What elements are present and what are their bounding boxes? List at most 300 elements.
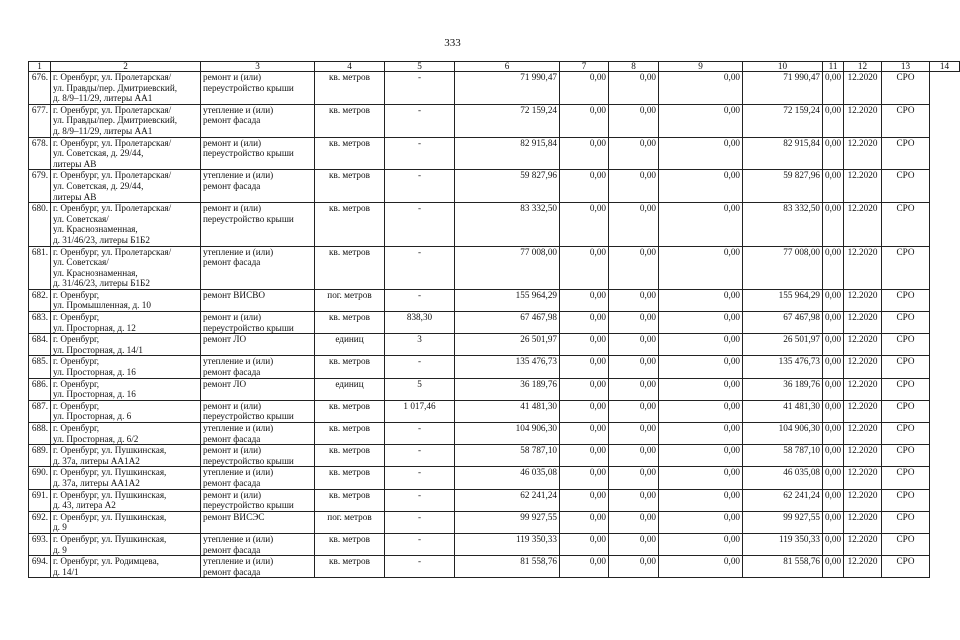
fund-cost-cell: 59 827,96 (743, 170, 823, 203)
cost-col8-cell: 0,00 (560, 556, 609, 578)
quantity-cell: 838,30 (385, 312, 455, 334)
table-row (29, 104, 960, 137)
row-number: 678. (29, 137, 51, 170)
work-type-cell (201, 289, 315, 311)
customer-cell: СРО (882, 533, 930, 555)
total-cost-cell: 119 350,33 (455, 533, 560, 555)
deadline-cell: 12.2020 (844, 467, 882, 489)
cost-col10-cell: 0,00 (659, 445, 743, 467)
customer-cell: СРО (882, 312, 930, 334)
cost-col8-cell: 0,00 (560, 378, 609, 400)
total-cost-cell: 135 476,73 (455, 356, 560, 378)
cost-col8-cell: 0,00 (560, 400, 609, 422)
work-type-cell-line: утепление и (или) (203, 467, 274, 478)
deadline-cell: 12.2020 (844, 170, 882, 203)
quantity-cell: - (385, 489, 455, 511)
work-type-cell-line: ремонт и (или) (203, 137, 262, 148)
col12-cell: 0,00 (823, 246, 844, 289)
work-type-cell-line: ремонт фасада (203, 477, 261, 488)
address-cell-line: д. 8/9–11/29, литеры АА1 (53, 125, 153, 136)
cost-col8-cell: 0,00 (560, 445, 609, 467)
unit-cell: кв. метров (315, 556, 385, 578)
col-header: 9 (659, 62, 743, 72)
address-cell-line: ул. Просторная, д. 12 (53, 322, 136, 333)
total-cost-cell: 81 558,76 (455, 556, 560, 578)
work-type-cell-line: переустройство крыши (203, 411, 294, 422)
col-header: 12 (844, 62, 882, 72)
address-cell-line: г. Оренбург, (53, 400, 100, 411)
page-number: 333 (444, 37, 461, 49)
address-cell-line: г. Оренбург, (53, 289, 100, 300)
total-cost-cell: 58 787,10 (455, 445, 560, 467)
customer-cell: СРО (882, 400, 930, 422)
quantity-cell: - (385, 104, 455, 137)
total-cost-cell: 104 906,30 (455, 423, 560, 445)
cost-col10-cell: 0,00 (659, 556, 743, 578)
col12-cell: 0,00 (823, 356, 844, 378)
work-type-cell-line: ремонт и (или) (203, 312, 262, 323)
fund-cost-cell: 81 558,76 (743, 556, 823, 578)
fund-cost-cell: 104 906,30 (743, 423, 823, 445)
address-cell-line: д. 8/9–11/29, литеры АА1 (53, 93, 153, 104)
deadline-cell: 12.2020 (844, 356, 882, 378)
unit-cell: пог. метров (315, 511, 385, 533)
work-type-cell-line: ремонт фасада (203, 566, 261, 577)
customer-cell: СРО (882, 246, 930, 289)
total-cost-cell: 99 927,55 (455, 511, 560, 533)
cost-col10-cell: 0,00 (659, 400, 743, 422)
cost-col9-cell: 0,00 (609, 400, 659, 422)
work-type-cell (201, 489, 315, 511)
deadline-cell: 12.2020 (844, 533, 882, 555)
col-header: 11 (823, 62, 844, 72)
address-cell-line: ул. Промышленная, д. 10 (53, 300, 151, 311)
table-row (29, 334, 960, 356)
work-type-cell-line: ремонт фасада (203, 367, 261, 378)
address-cell (51, 467, 201, 489)
fund-cost-cell: 72 159,24 (743, 104, 823, 137)
work-type-cell-line: ремонт и (или) (203, 489, 262, 500)
work-type-cell (201, 511, 315, 533)
fund-cost-cell: 119 350,33 (743, 533, 823, 555)
deadline-cell: 12.2020 (844, 423, 882, 445)
col12-cell: 0,00 (823, 423, 844, 445)
col12-cell: 0,00 (823, 334, 844, 356)
deadline-cell: 12.2020 (844, 289, 882, 311)
quantity-cell: - (385, 289, 455, 311)
work-type-cell (201, 356, 315, 378)
cost-col9-cell: 0,00 (609, 489, 659, 511)
work-type-cell-line: ремонт фасада (203, 257, 261, 268)
cost-col10-cell: 0,00 (659, 356, 743, 378)
row-number: 685. (29, 356, 51, 378)
table-row (29, 203, 960, 246)
col-header: 7 (560, 62, 609, 72)
quantity-cell: - (385, 423, 455, 445)
work-type-cell-line: утепление и (или) (203, 246, 274, 257)
address-cell-line: г. Оренбург, ул. Пушкинская, (53, 445, 167, 456)
deadline-cell: 12.2020 (844, 312, 882, 334)
work-type-cell-line: ремонт ВИСЭС (203, 511, 265, 522)
address-cell-line: г. Оренбург, ул. Пролетарская/ (53, 104, 172, 115)
row-number: 681. (29, 246, 51, 289)
work-type-cell (201, 400, 315, 422)
work-type-cell-line: ремонт фасада (203, 433, 261, 444)
deadline-cell: 12.2020 (844, 511, 882, 533)
address-cell-line: г. Оренбург, (53, 356, 100, 367)
address-cell-line: д. 14/1 (53, 566, 79, 577)
work-type-cell (201, 334, 315, 356)
cost-col10-cell: 0,00 (659, 378, 743, 400)
customer-cell: СРО (882, 72, 930, 105)
cost-col8-cell: 0,00 (560, 533, 609, 555)
address-cell (51, 378, 201, 400)
cost-col8-cell: 0,00 (560, 170, 609, 203)
quantity-cell: - (385, 511, 455, 533)
address-cell-line: ул. Советская/ (53, 213, 109, 224)
row-number: 677. (29, 104, 51, 137)
address-cell (51, 489, 201, 511)
work-type-cell-line: ремонт и (или) (203, 203, 262, 214)
row-number: 683. (29, 312, 51, 334)
table-row (29, 246, 960, 289)
address-cell-line: ул. Просторная, д. 16 (53, 389, 136, 400)
table-row (29, 312, 960, 334)
repair-program-table (28, 61, 960, 578)
fund-cost-cell: 67 467,98 (743, 312, 823, 334)
cost-col9-cell: 0,00 (609, 104, 659, 137)
quantity-cell: - (385, 556, 455, 578)
address-cell-line: г. Оренбург, ул. Пушкинская, (53, 489, 167, 500)
address-cell-line: г. Оренбург, ул. Пролетарская/ (53, 137, 172, 148)
cost-col8-cell: 0,00 (560, 203, 609, 246)
col12-cell: 0,00 (823, 467, 844, 489)
customer-cell: СРО (882, 378, 930, 400)
address-cell-line: г. Оренбург, ул. Пролетарская/ (53, 72, 172, 82)
unit-cell: кв. метров (315, 72, 385, 105)
col12-cell: 0,00 (823, 533, 844, 555)
table-row (29, 423, 960, 445)
cost-col10-cell: 0,00 (659, 289, 743, 311)
fund-cost-cell: 77 008,00 (743, 246, 823, 289)
cost-col9-cell: 0,00 (609, 312, 659, 334)
unit-cell: кв. метров (315, 170, 385, 203)
customer-cell: СРО (882, 423, 930, 445)
cost-col10-cell: 0,00 (659, 511, 743, 533)
address-cell (51, 246, 201, 289)
cost-col8-cell: 0,00 (560, 334, 609, 356)
row-number: 689. (29, 445, 51, 467)
unit-cell: кв. метров (315, 400, 385, 422)
quantity-cell: - (385, 445, 455, 467)
table-row (29, 467, 960, 489)
col-header: 10 (743, 62, 823, 72)
address-cell (51, 104, 201, 137)
address-cell-line: ул. Правды/пер. Дмитриевский, (53, 115, 178, 126)
row-number: 693. (29, 533, 51, 555)
work-type-cell-line: ремонт и (или) (203, 400, 262, 411)
quantity-cell: 3 (385, 334, 455, 356)
work-type-cell-line: ремонт и (или) (203, 445, 262, 456)
table-row (29, 445, 960, 467)
quantity-cell: - (385, 170, 455, 203)
work-type-cell-line: ремонт ЛО (203, 378, 247, 389)
work-type-cell-line: ремонт ВИСВО (203, 289, 265, 300)
cost-col10-cell: 0,00 (659, 334, 743, 356)
work-type-cell (201, 556, 315, 578)
cost-col8-cell: 0,00 (560, 511, 609, 533)
col12-cell: 0,00 (823, 312, 844, 334)
deadline-cell: 12.2020 (844, 203, 882, 246)
address-cell-line: литеры АВ (53, 191, 97, 202)
col-header: 3 (201, 62, 315, 72)
unit-cell: кв. метров (315, 533, 385, 555)
work-type-cell-line: утепление и (или) (203, 533, 274, 544)
cost-col9-cell: 0,00 (609, 467, 659, 489)
cost-col10-cell: 0,00 (659, 489, 743, 511)
quantity-cell: 5 (385, 378, 455, 400)
cost-col9-cell: 0,00 (609, 289, 659, 311)
work-type-cell-line: переустройство крыши (203, 82, 294, 93)
cost-col8-cell: 0,00 (560, 289, 609, 311)
quantity-cell: - (385, 137, 455, 170)
address-cell-line: г. Оренбург, ул. Пролетарская/ (53, 170, 172, 181)
address-cell (51, 400, 201, 422)
cost-col9-cell: 0,00 (609, 511, 659, 533)
work-type-cell-line: ремонт фасада (203, 180, 261, 191)
cost-col8-cell: 0,00 (560, 104, 609, 137)
address-cell (51, 533, 201, 555)
customer-cell: СРО (882, 104, 930, 137)
cost-col9-cell: 0,00 (609, 378, 659, 400)
cost-col9-cell: 0,00 (609, 356, 659, 378)
unit-cell: пог. метров (315, 289, 385, 311)
work-type-cell-line: утепление и (или) (203, 170, 274, 181)
address-cell (51, 312, 201, 334)
cost-col8-cell: 0,00 (560, 423, 609, 445)
table-row (29, 72, 960, 105)
total-cost-cell: 59 827,96 (455, 170, 560, 203)
cost-col10-cell: 0,00 (659, 533, 743, 555)
quantity-cell: - (385, 533, 455, 555)
address-cell-line: г. Оренбург, ул. Пролетарская/ (53, 203, 172, 214)
customer-cell: СРО (882, 137, 930, 170)
work-type-cell (201, 72, 315, 105)
cost-col8-cell: 0,00 (560, 312, 609, 334)
deadline-cell: 12.2020 (844, 72, 882, 105)
cost-col10-cell: 0,00 (659, 170, 743, 203)
fund-cost-cell: 41 481,30 (743, 400, 823, 422)
address-cell-line: д. 31/46/23, литеры Б1Б2 (53, 234, 150, 245)
cost-col10-cell: 0,00 (659, 137, 743, 170)
col12-cell: 0,00 (823, 104, 844, 137)
unit-cell: кв. метров (315, 312, 385, 334)
deadline-cell: 12.2020 (844, 445, 882, 467)
address-cell-line: г. Оренбург, (53, 423, 100, 433)
col12-cell: 0,00 (823, 489, 844, 511)
address-cell-line: д. 43, литера А2 (53, 500, 116, 511)
unit-cell: единиц (315, 334, 385, 356)
total-cost-cell: 71 990,47 (455, 72, 560, 105)
fund-cost-cell: 71 990,47 (743, 72, 823, 105)
address-cell (51, 556, 201, 578)
col-header: 14 (930, 62, 960, 72)
customer-cell: СРО (882, 556, 930, 578)
table-body (29, 72, 960, 578)
address-cell (51, 423, 201, 445)
unit-cell: кв. метров (315, 246, 385, 289)
col12-cell: 0,00 (823, 289, 844, 311)
fund-cost-cell: 46 035,08 (743, 467, 823, 489)
address-cell (51, 137, 201, 170)
work-type-cell (201, 378, 315, 400)
cost-col10-cell: 0,00 (659, 312, 743, 334)
work-type-cell-line: переустройство крыши (203, 322, 294, 333)
work-type-cell-line: утепление и (или) (203, 423, 274, 433)
col-header: 8 (609, 62, 659, 72)
customer-cell: СРО (882, 511, 930, 533)
customer-cell: СРО (882, 445, 930, 467)
col-header: 5 (385, 62, 455, 72)
work-type-cell-line: ремонт фасада (203, 115, 261, 126)
customer-cell: СРО (882, 203, 930, 246)
work-type-cell (201, 246, 315, 289)
col12-cell: 0,00 (823, 137, 844, 170)
work-type-cell-line: ремонт ЛО (203, 334, 247, 345)
fund-cost-cell: 58 787,10 (743, 445, 823, 467)
address-cell-line: г. Оренбург, ул. Пушкинская, (53, 533, 167, 544)
col12-cell: 0,00 (823, 445, 844, 467)
address-cell (51, 203, 201, 246)
cost-col9-cell: 0,00 (609, 170, 659, 203)
work-type-cell-line: ремонт и (или) (203, 72, 262, 82)
unit-cell: кв. метров (315, 423, 385, 445)
unit-cell: кв. метров (315, 467, 385, 489)
cost-col9-cell: 0,00 (609, 72, 659, 105)
total-cost-cell: 155 964,29 (455, 289, 560, 311)
cost-col9-cell: 0,00 (609, 246, 659, 289)
cost-col10-cell: 0,00 (659, 423, 743, 445)
row-number: 686. (29, 378, 51, 400)
row-number: 680. (29, 203, 51, 246)
work-type-cell (201, 423, 315, 445)
table-row (29, 533, 960, 555)
row-number: 679. (29, 170, 51, 203)
col-header: 2 (51, 62, 201, 72)
address-cell-line: г. Оренбург, ул. Пролетарская/ (53, 246, 172, 257)
total-cost-cell: 46 035,08 (455, 467, 560, 489)
cost-col8-cell: 0,00 (560, 356, 609, 378)
address-cell-line: ул. Советская, д. 29/44, (53, 148, 144, 159)
work-type-cell-line: ремонт фасада (203, 544, 261, 555)
unit-cell: единиц (315, 378, 385, 400)
fund-cost-cell: 62 241,24 (743, 489, 823, 511)
col12-cell: 0,00 (823, 400, 844, 422)
address-cell (51, 511, 201, 533)
row-number: 682. (29, 289, 51, 311)
col12-cell: 0,00 (823, 170, 844, 203)
total-cost-cell: 36 189,76 (455, 378, 560, 400)
address-cell-line: литеры АВ (53, 158, 97, 169)
cost-col10-cell: 0,00 (659, 246, 743, 289)
deadline-cell: 12.2020 (844, 489, 882, 511)
cost-col8-cell: 0,00 (560, 489, 609, 511)
address-cell-line: ул. Краснознаменная, (53, 267, 138, 278)
unit-cell: кв. метров (315, 137, 385, 170)
fund-cost-cell: 82 915,84 (743, 137, 823, 170)
work-type-cell-line: утепление и (или) (203, 104, 274, 115)
work-type-cell (201, 312, 315, 334)
work-type-cell (201, 137, 315, 170)
cost-col9-cell: 0,00 (609, 203, 659, 246)
address-cell-line: д. 9 (53, 522, 67, 533)
address-cell (51, 356, 201, 378)
address-cell (51, 289, 201, 311)
address-cell (51, 445, 201, 467)
address-cell (51, 72, 201, 105)
deadline-cell: 12.2020 (844, 246, 882, 289)
table-row (29, 378, 960, 400)
col12-cell: 0,00 (823, 378, 844, 400)
cost-col8-cell: 0,00 (560, 246, 609, 289)
address-cell-line: ул. Просторная, д. 6/2 (53, 433, 139, 444)
address-cell-line: ул. Советская, д. 29/44, (53, 180, 144, 191)
deadline-cell: 12.2020 (844, 378, 882, 400)
quantity-cell: - (385, 467, 455, 489)
quantity-cell: - (385, 356, 455, 378)
cost-col10-cell: 0,00 (659, 72, 743, 105)
cost-col8-cell: 0,00 (560, 467, 609, 489)
customer-cell: СРО (882, 334, 930, 356)
row-number: 688. (29, 423, 51, 445)
table-row (29, 289, 960, 311)
work-type-cell (201, 533, 315, 555)
total-cost-cell: 82 915,84 (455, 137, 560, 170)
row-number: 676. (29, 72, 51, 105)
total-cost-cell: 72 159,24 (455, 104, 560, 137)
fund-cost-cell: 26 501,97 (743, 334, 823, 356)
deadline-cell: 12.2020 (844, 556, 882, 578)
quantity-cell: - (385, 246, 455, 289)
deadline-cell: 12.2020 (844, 334, 882, 356)
address-cell-line: г. Оренбург, ул. Родимцева, (53, 556, 159, 567)
address-cell-line: г. Оренбург, ул. Пушкинская, (53, 467, 167, 478)
customer-cell: СРО (882, 170, 930, 203)
unit-cell: кв. метров (315, 356, 385, 378)
table-row (29, 511, 960, 533)
work-type-cell-line: переустройство крыши (203, 213, 294, 224)
total-cost-cell: 62 241,24 (455, 489, 560, 511)
row-number: 690. (29, 467, 51, 489)
fund-cost-cell: 36 189,76 (743, 378, 823, 400)
quantity-cell: - (385, 72, 455, 105)
cost-col8-cell: 0,00 (560, 137, 609, 170)
col12-cell: 0,00 (823, 203, 844, 246)
customer-cell: СРО (882, 356, 930, 378)
total-cost-cell: 41 481,30 (455, 400, 560, 422)
address-cell-line: г. Оренбург, (53, 312, 100, 323)
unit-cell: кв. метров (315, 203, 385, 246)
cost-col8-cell: 0,00 (560, 72, 609, 105)
fund-cost-cell: 83 332,50 (743, 203, 823, 246)
address-cell-line: ул. Правды/пер. Дмитриевский, (53, 82, 178, 93)
address-cell-line: д. 37а, литеры АА1А2 (53, 455, 140, 466)
unit-cell: кв. метров (315, 445, 385, 467)
cost-col9-cell: 0,00 (609, 334, 659, 356)
fund-cost-cell: 155 964,29 (743, 289, 823, 311)
cost-col9-cell: 0,00 (609, 137, 659, 170)
col-header: 6 (455, 62, 560, 72)
